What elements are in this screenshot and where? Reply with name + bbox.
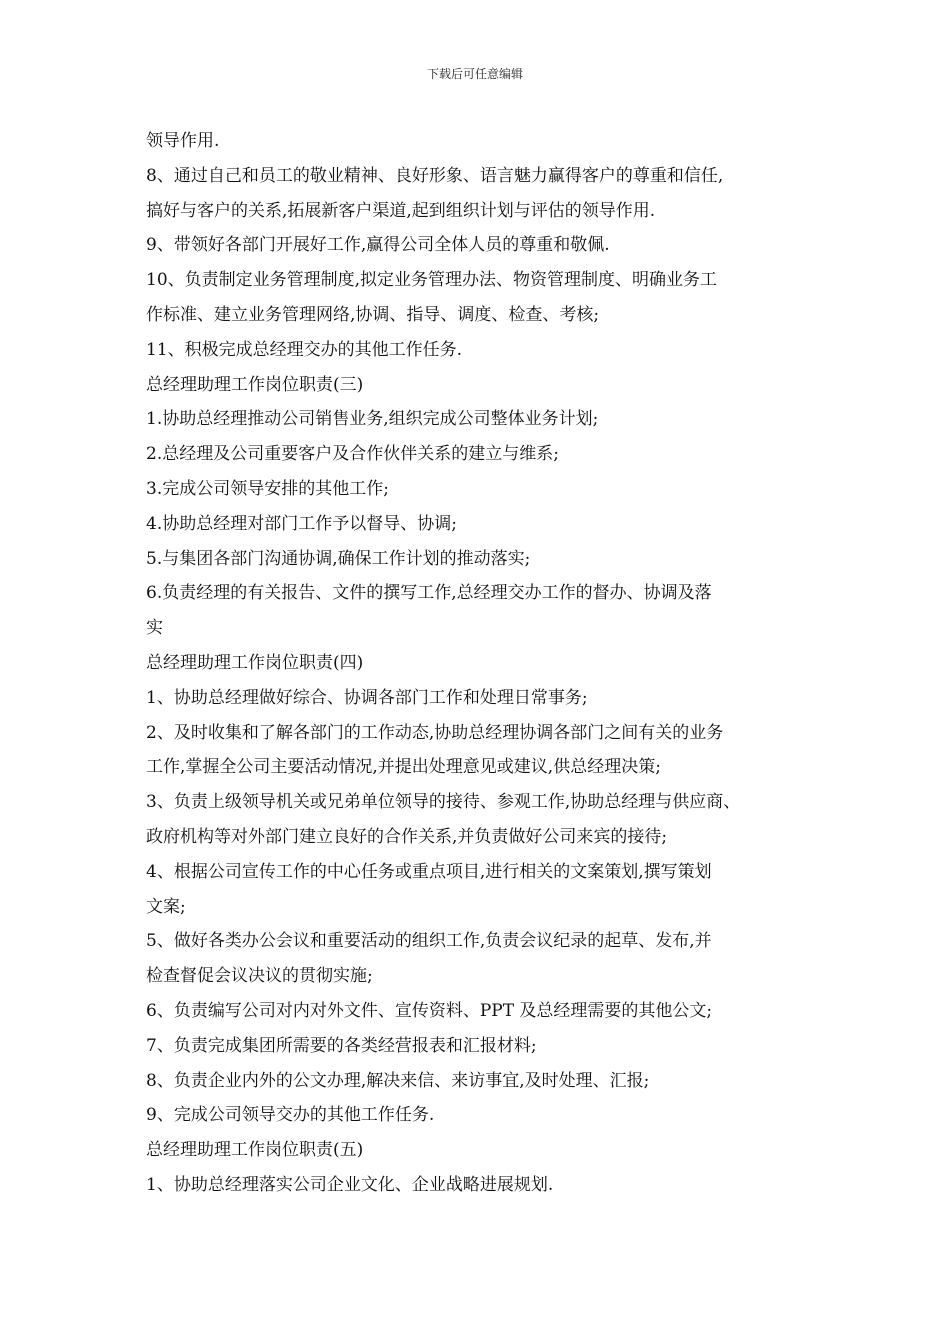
text-line: 领导作用.: [146, 131, 220, 151]
text-line: 政府机构等对外部门建立良好的合作关系,并负责做好公司来宾的接待;: [146, 826, 668, 847]
text-line: 10、负责制定业务管理制度,拟定业务管理办法、物资管理制度、明确业务工: [146, 270, 718, 291]
text-line: 3.完成公司领导安排的其他工作;: [146, 478, 389, 499]
text-line: 9、带领好各部门开展好工作,赢得公司全体人员的尊重和敬佩.: [146, 235, 610, 256]
text-line: 实: [146, 618, 163, 639]
page-header: 下载后可任意编辑: [426, 67, 523, 81]
text-line: 8、通过自己和员工的敬业精神、良好形象、语言魅力赢得客户的尊重和信任,: [146, 165, 724, 186]
text-line: 6.负责经理的有关报告、文件的撰写工作,总经理交办工作的督办、协调及落: [146, 583, 712, 604]
text-line: 3、负责上级领导机关或兄弟单位领导的接待、参观工作,协助总经理与供应商、: [146, 792, 741, 813]
document-body: [146, 124, 816, 1203]
text-line: 5.与集团各部门沟通协调,确保工作计划的推动落实;: [146, 548, 531, 569]
text-line: 1.协助总经理推动公司销售业务,组织完成公司整体业务计划;: [146, 409, 599, 430]
section-heading: 总经理助理工作岗位职责(四): [146, 652, 364, 673]
text-line: 4、根据公司宣传工作的中心任务或重点项目,进行相关的文案策划,撰写策划: [146, 861, 712, 882]
text-line: 2、及时收集和了解各部门的工作动态,协助总经理协调各部门之间有关的业务: [146, 722, 724, 743]
text-line: 2.总经理及公司重要客户及合作伙伴关系的建立与维系;: [146, 444, 559, 465]
text-line: 9、完成公司领导交办的其他工作任务.: [146, 1105, 435, 1126]
text-line: 11、积极完成总经理交办的其他工作任务.: [146, 339, 463, 360]
section-heading: 总经理助理工作岗位职责(三): [146, 374, 364, 395]
text-line: 搞好与客户的关系,拓展新客户渠道,起到组织计划与评估的领导作用.: [146, 200, 656, 221]
text-line: 1、协助总经理落实公司企业文化、企业战略进展规划.: [146, 1174, 554, 1195]
text-line: 1、协助总经理做好综合、协调各部门工作和处理日常事务;: [146, 687, 588, 708]
text-line: 4.协助总经理对部门工作予以督导、协调;: [146, 513, 457, 534]
section-heading: 总经理助理工作岗位职责(五): [146, 1140, 364, 1161]
text-line: 6、负责编写公司对内对外文件、宣传资料、PPT 及总经理需要的其他公文;: [146, 1000, 713, 1021]
text-line: 文案;: [146, 896, 186, 917]
text-line: 8、负责企业内外的公文办理,解决来信、来访事宜,及时处理、汇报;: [146, 1070, 650, 1091]
text-line: 作标准、建立业务管理网络,协调、指导、调度、检查、考核;: [146, 304, 600, 325]
text-line: 5、做好各类办公会议和重要活动的组织工作,负责会议纪录的起草、发布,并: [146, 931, 712, 952]
text-line: 工作,掌握全公司主要活动情况,并提出处理意见或建议,供总经理决策;: [146, 757, 661, 778]
text-line: 检查督促会议决议的贯彻实施;: [146, 966, 373, 987]
text-line: 7、负责完成集团所需要的各类经营报表和汇报材料;: [146, 1035, 537, 1056]
